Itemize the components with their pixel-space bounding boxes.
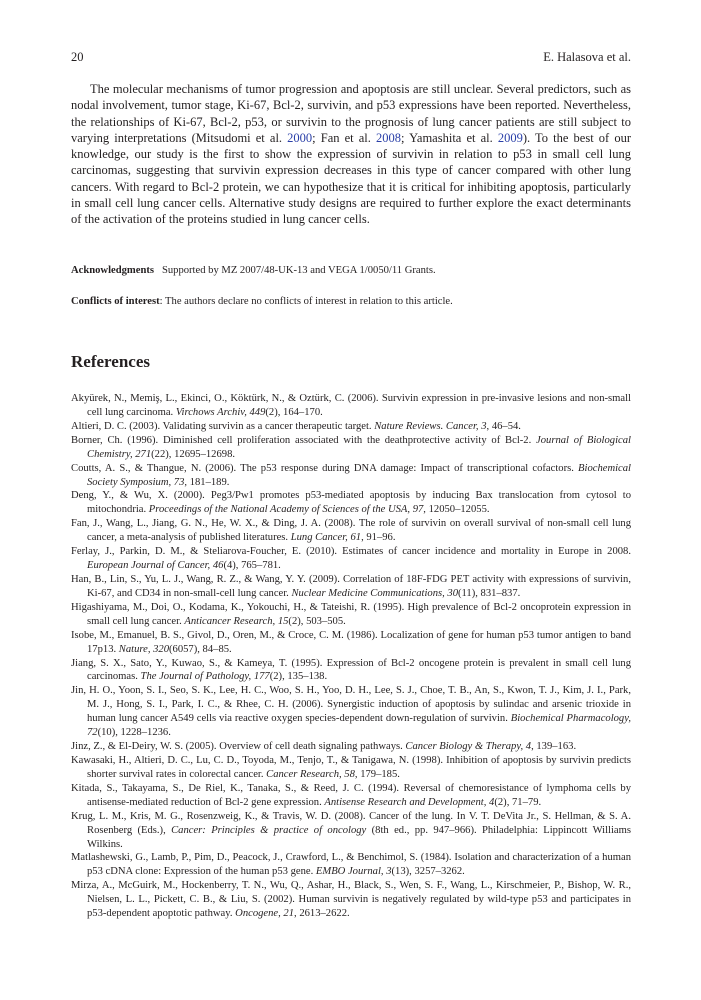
reference-item xyxy=(71,573,631,601)
reference-item xyxy=(71,392,631,420)
reference-pages: (2), 164–170. xyxy=(265,406,323,418)
paragraph-text: ). To the best of our knowledge, our study is the first to show the expression of survivin in relation to p53 in small cell lung carcinomas, suggesting that survivin expression decreases in this type of cancer compared with other lung cancers. With regard to Bcl-2 protein, we can hypothesize that it is critical for inhibiting apoptosis, particularly in small cell lung cancer cells. Alternative study designs are required to further explore the exact determinants of the activation of the proteins studied in lung cancer cells. xyxy=(71,130,631,227)
reference-pages: (6057), 84–85. xyxy=(169,643,232,655)
reference-text: Kawasaki, H., Altieri, D. C., Lu, C. D., Toyoda, M., Tenjo, T., & Tanigawa, N. (1998). Inhibition of apoptosis by survivin predicts shorter survival rates in colorectal cancer. xyxy=(71,754,631,780)
acknowledgments-label: Acknowledgments xyxy=(71,265,154,276)
reference-pages: , 179–185. xyxy=(354,768,400,780)
paragraph-text: The molecular mechanisms of tumor progression and apoptosis are still unclear. Several predictors, such as nodal involvement, tumor stage, Ki-67, Bcl-2, survivin, and p53 expressions have been reported. Nevertheless, the relationships of Ki-67, Bcl-2, p53, or survivin to the prognosis of lung cancer patients are still subject to varying interpretations (Mitsudomi et al. xyxy=(71,82,631,145)
paragraph-text: ; Yamashita et al. xyxy=(401,130,498,145)
citation-link-fan[interactable]: 2008 xyxy=(376,130,402,145)
reference-item xyxy=(71,740,631,754)
reference-item xyxy=(71,782,631,810)
reference-item xyxy=(71,657,631,685)
reference-pages: (2), 135–138. xyxy=(269,671,328,683)
citation-link-mitsudomi[interactable]: 2000 xyxy=(287,130,313,145)
reference-text: Borner, Ch. (1996). Diminished cell proliferation associated with the deathprotective activity of Bcl-2. xyxy=(71,434,537,446)
reference-text: Mirza, A., McGuirk, M., Hockenberry, T. N., Wu, Q., Ashar, H., Black, S., Wen, S. F., Wang, L., Kirschmeier, P., Bishop, W. R., Nielsen, L. L., Pickett, C. B., & Liu, S. (2002). Human survivin is negatively regulated by wild-type p53 and participates in p53-dependent apoptotic pathway. xyxy=(71,880,631,920)
conflicts-text: : The authors declare no conflicts of interest in relation to this article. xyxy=(159,296,453,307)
discussion-paragraph xyxy=(71,81,631,228)
reference-list xyxy=(71,392,631,921)
page-number: 20 xyxy=(71,50,84,64)
reference-source: Oncogene, 21 xyxy=(235,908,295,920)
paragraph-text: ; Fan et al. xyxy=(312,130,377,145)
conflicts-label: Conflicts of interest xyxy=(71,296,160,307)
reference-source: Nature Reviews. Cancer, 3 xyxy=(374,420,487,432)
reference-pages: , 12050–12055. xyxy=(423,504,490,516)
reference-pages: (2), 503–505. xyxy=(288,615,346,627)
reference-item xyxy=(71,420,631,434)
reference-pages: , 91–96. xyxy=(361,532,396,544)
reference-source: Journal of Biological Chemistry, 271 xyxy=(87,434,631,460)
reference-source: Biochemical Society Symposium, 73 xyxy=(87,462,631,488)
reference-text: Kitada, S., Takayama, S., De Riel, K., Tanaka, S., & Reed, J. C. (1994). Reversal of chemoresistance of lymphoma cells by antisense-mediated reduction of Bcl-2 gene expression. xyxy=(71,782,631,808)
reference-source: Nature, 320 xyxy=(118,643,170,655)
reference-pages: (4), 765–781. xyxy=(223,560,281,572)
reference-text: Deng, Y., & Wu, X. (2000). Peg3/Pw1 promotes p53-mediated apoptosis by inducing Bax translocation from cytosol to mitochondria. xyxy=(71,490,631,516)
reference-text: Coutts, A. S., & Thangue, N. (2006). The p53 response during DNA damage: Impact of transcriptional cofactors. xyxy=(71,462,579,474)
reference-text: Jinz, Z., & El-Deiry, W. S. (2005). Overview of cell death signaling pathways. xyxy=(71,741,406,753)
running-author: E. Halasova et al. xyxy=(543,50,631,64)
reference-item xyxy=(71,517,631,545)
reference-pages: , 2613–2622. xyxy=(294,908,350,920)
reference-pages: (22), 12695–12698. xyxy=(151,448,236,460)
reference-text: Krug, L. M., Kris, M. G., Rosenzweig, K., & Travis, W. D. (2008). Cancer of the lung. In V. T. DeVita Jr., S. Hellman, & S. A. Rosenberg (Eds.), xyxy=(71,810,631,836)
reference-text: Matlashewski, G., Lamb, P., Pim, D., Peacock, J., Crawford, L., & Benchimol, S. (1984). Isolation and characterization of a human p53 cDNA clone: Expression of the human p53 gene. xyxy=(71,852,631,878)
reference-source: Cancer: Principles & practice of oncology xyxy=(171,824,367,836)
reference-source: Lung Cancer, 61 xyxy=(290,532,362,544)
reference-pages: (11), 831–837. xyxy=(458,587,521,599)
reference-pages: , 181–189. xyxy=(184,476,230,488)
reference-text: Akyürek, N., Memiş, L., Ekinci, O., Köktürk, N., & Oztürk, C. (2006). Survivin expression in pre-invasive lesions and non-small cell lung carcinoma. xyxy=(71,393,631,418)
references-heading: References xyxy=(71,352,150,371)
reference-pages: (10), 1228–1236. xyxy=(97,727,171,739)
reference-pages: , 139–163. xyxy=(531,741,577,753)
running-header xyxy=(71,49,631,65)
reference-text: Ferlay, J., Parkin, D. M., & Steliarova-Foucher, E. (2010). Estimates of cancer incidence and mortality in Europe in 2008. xyxy=(71,546,631,558)
reference-source: EMBO Journal, 3 xyxy=(315,866,392,878)
reference-item xyxy=(71,810,631,852)
reference-source: Virchows Archiv, 449 xyxy=(175,406,266,418)
reference-text: Jiang, S. X., Sato, Y., Kuwao, S., & Kameya, T. (1995). Expression of Bcl-2 oncogene protein is prevalent in small cell lung carcinomas. xyxy=(71,657,631,683)
reference-source: Cancer Biology & Therapy, 4 xyxy=(405,741,532,753)
reference-item xyxy=(71,851,631,879)
reference-item xyxy=(71,629,631,657)
reference-source: Cancer Research, 58 xyxy=(266,768,355,780)
reference-item xyxy=(71,684,631,740)
reference-pages: , 46–54. xyxy=(486,420,521,432)
reference-text: Jin, H. O., Yoon, S. I., Seo, S. K., Lee, H. C., Woo, S. H., Yoo, D. H., Lee, S. J., Choe, T. B., An, S., Kwon, T. J., Kim, J. I., Park, M. J., Hong, S. I., Park, I. C., & Rhee, C. H. (2006). Synergistic induction of apoptosis by sulindac and arsenic trioxide in human lung cancer A549 cells via reactive oxygen species-dependent down-regulation of survivin. xyxy=(71,685,631,725)
reference-source: European Journal of Cancer, 46 xyxy=(87,560,224,572)
reference-item xyxy=(71,545,631,573)
reference-item xyxy=(71,462,631,490)
reference-source: Proceedings of the National Academy of Sciences of the USA, 97 xyxy=(148,504,424,516)
acknowledgments xyxy=(71,264,631,278)
reference-text: Altieri, D. C. (2003). Validating survivin as a cancer therapeutic target. xyxy=(71,420,375,432)
reference-text: Higashiyama, M., Doi, O., Kodama, K., Yokouchi, H., & Tateishi, R. (1995). High prevalence of Bcl-2 oncoprotein expression in small cell lung cancer. xyxy=(71,601,631,627)
reference-text: Isobe, M., Emanuel, B. S., Givol, D., Oren, M., & Croce, C. M. (1986). Localization of gene for human p53 tumor antigen to band 17p13. xyxy=(71,629,631,655)
reference-item xyxy=(71,879,631,921)
conflicts-of-interest xyxy=(71,295,631,309)
reference-source: Antisense Research and Development, 4 xyxy=(324,796,495,808)
reference-pages: (8th ed., pp. 947–966). Philadelphia: Lippincott Williams Wilkins. xyxy=(87,824,631,850)
reference-source: Biochemical Pharmacology, 72 xyxy=(87,713,631,739)
reference-item xyxy=(71,754,631,782)
reference-source: Anticancer Research, 15 xyxy=(184,615,289,627)
citation-link-yamashita[interactable]: 2009 xyxy=(497,130,523,145)
reference-item xyxy=(71,434,631,462)
reference-item xyxy=(71,489,631,517)
reference-source: Nuclear Medicine Communications, 30 xyxy=(291,587,458,599)
reference-pages: (13), 3257–3262. xyxy=(391,866,465,878)
reference-item xyxy=(71,601,631,629)
reference-text: Fan, J., Wang, L., Jiang, G. N., He, W. X., & Ding, J. A. (2008). The role of survivin on overall survival of non-small cell lung cancer, a meta-analysis of published literatures. xyxy=(71,518,631,544)
acknowledgments-text: Supported by MZ 2007/48-UK-13 and VEGA 1/0050/11 Grants. xyxy=(161,265,436,276)
paragraph xyxy=(71,81,631,228)
reference-pages: (2), 71–79. xyxy=(494,796,542,808)
reference-text: Han, B., Lin, S., Yu, L. J., Wang, R. Z., & Wang, Y. Y. (2009). Correlation of 18F-FDG PET activity with expressions of survivin, Ki-67, and CD34 in non-small-cell lung cancer. xyxy=(71,573,631,599)
reference-source: The Journal of Pathology, 177 xyxy=(140,671,270,683)
